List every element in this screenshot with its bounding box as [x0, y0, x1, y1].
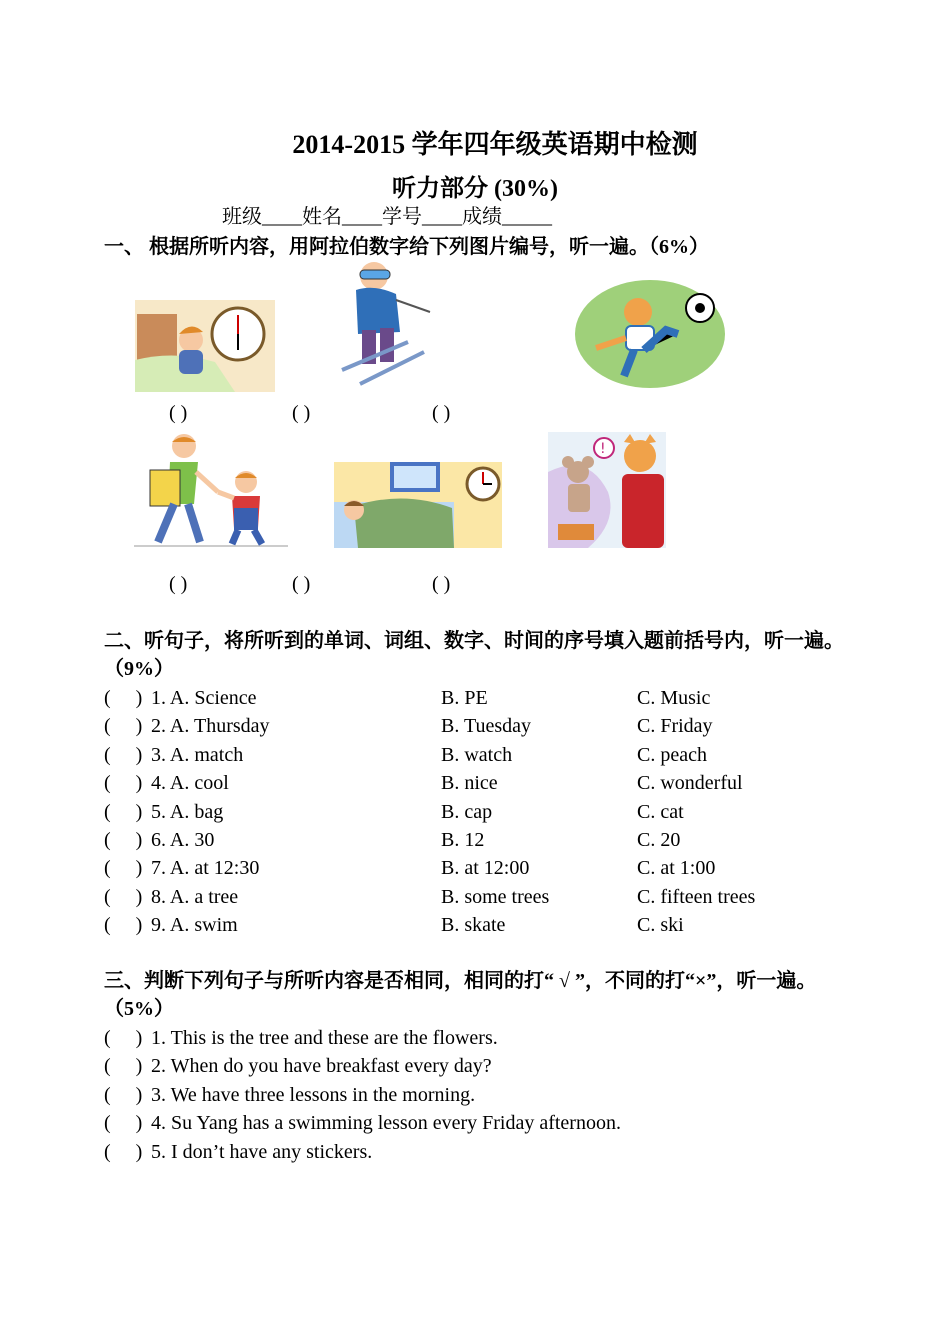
option-c: C. fifteen trees	[637, 885, 756, 908]
mouse-and-tiger-icon	[548, 432, 666, 548]
option-b: B. cap	[441, 800, 493, 823]
option-b: B. some trees	[441, 885, 550, 908]
statement-row	[104, 1052, 884, 1080]
section-3-heading: 三、判断下列句子与所听内容是否相同，相同的打“ √ ”，不同的打“×”，听一遍。（5%）	[104, 970, 817, 1020]
statement-row	[104, 1081, 884, 1109]
answer-blank-4[interactable]: ( )	[169, 573, 188, 595]
option-a: 9. A. swim	[151, 914, 238, 937]
option-b: B. skate	[441, 914, 506, 937]
option-b: B. nice	[441, 772, 498, 795]
answer-blank[interactable]: ( )	[104, 857, 143, 880]
statement-text: 3. We have three lessons in the morning.	[151, 1083, 476, 1106]
skier-icon	[338, 260, 434, 388]
answer-blank[interactable]: ( )	[104, 715, 143, 738]
question-row	[104, 712, 884, 740]
answer-blank[interactable]: ( )	[104, 1140, 143, 1163]
option-c: C. wonderful	[637, 772, 743, 795]
option-c: C. Friday	[637, 715, 713, 738]
page-title: 2014-2015 学年四年级英语期中检测	[292, 130, 698, 159]
question-row	[104, 854, 884, 882]
question-row	[104, 684, 884, 712]
answer-blank[interactable]: ( )	[104, 687, 143, 709]
option-a: 4. A. cool	[151, 772, 229, 795]
answer-blank[interactable]: ( )	[104, 1055, 143, 1078]
statement-text: 5. I don’t have any stickers.	[151, 1140, 373, 1163]
option-c: C. 20	[637, 829, 681, 851]
svg-text:!: !	[600, 441, 606, 457]
answer-blank[interactable]: ( )	[104, 829, 143, 851]
children-greeting-icon	[134, 432, 288, 548]
answer-blank[interactable]: ( )	[104, 772, 143, 795]
answer-blank[interactable]: ( )	[104, 914, 143, 937]
question-row	[104, 826, 884, 854]
option-a: 2. A. Thursday	[151, 715, 270, 738]
page-subtitle: 听力部分 (30%)	[392, 176, 558, 202]
statement-row	[104, 1109, 884, 1137]
option-b: B. at 12:00	[441, 857, 530, 880]
cat-kicking-ball-icon	[574, 278, 729, 390]
section-2-heading: 二、听句子，将所听到的单词、词组、数字、时间的序号填入题前括号内，听一遍。（9%）	[104, 630, 844, 680]
option-c: C. Music	[637, 687, 711, 709]
option-a: 7. A. at 12:30	[151, 857, 260, 880]
option-b: B. PE	[441, 687, 488, 709]
question-row	[104, 798, 884, 826]
option-a: 3. A. match	[151, 743, 244, 766]
student-info: 班级____姓名____学号____成绩_____	[222, 206, 552, 228]
answer-blank[interactable]: ( )	[104, 1083, 143, 1106]
statement-text: 1. This is the tree and these are the flowers.	[151, 1027, 498, 1049]
option-b: B. 12	[441, 829, 485, 851]
answer-blank[interactable]: ( )	[104, 800, 143, 823]
option-c: C. at 1:00	[637, 857, 716, 880]
option-c: C. peach	[637, 743, 707, 766]
option-a: 6. A. 30	[151, 829, 215, 851]
section-1-heading: 一、 根据所听内容，用阿拉伯数字给下列图片编号，听一遍。（6%）	[104, 236, 709, 258]
statement-text: 2. When do you have breakfast every day?	[151, 1055, 492, 1078]
answer-blank-5[interactable]: ( )	[292, 573, 311, 595]
answer-blank-3[interactable]: ( )	[432, 402, 451, 424]
question-row	[104, 883, 884, 911]
option-a: 8. A. a tree	[151, 885, 239, 908]
option-a: 1. A. Science	[151, 687, 257, 709]
option-c: C. ski	[637, 914, 684, 937]
answer-blank-1[interactable]: ( )	[169, 402, 188, 424]
question-row	[104, 769, 884, 797]
answer-blank[interactable]: ( )	[104, 885, 143, 908]
answer-blank[interactable]: ( )	[104, 1027, 143, 1049]
answer-blank[interactable]: ( )	[104, 743, 143, 766]
option-c: C. cat	[637, 800, 684, 823]
answer-blank[interactable]: ( )	[104, 1112, 143, 1135]
option-b: B. watch	[441, 743, 513, 766]
statement-text: 4. Su Yang has a swimming lesson every Friday afternoon.	[151, 1112, 621, 1135]
boy-waking-clock-icon	[135, 300, 275, 392]
boy-sleeping-clock-icon	[334, 462, 502, 548]
statement-row	[104, 1138, 884, 1166]
answer-blank-6[interactable]: ( )	[432, 573, 451, 595]
answer-blank-2[interactable]: ( )	[292, 402, 311, 424]
option-a: 5. A. bag	[151, 800, 224, 823]
question-row	[104, 741, 884, 769]
option-b: B. Tuesday	[441, 715, 532, 738]
statement-row	[104, 1024, 884, 1052]
question-row	[104, 911, 884, 939]
